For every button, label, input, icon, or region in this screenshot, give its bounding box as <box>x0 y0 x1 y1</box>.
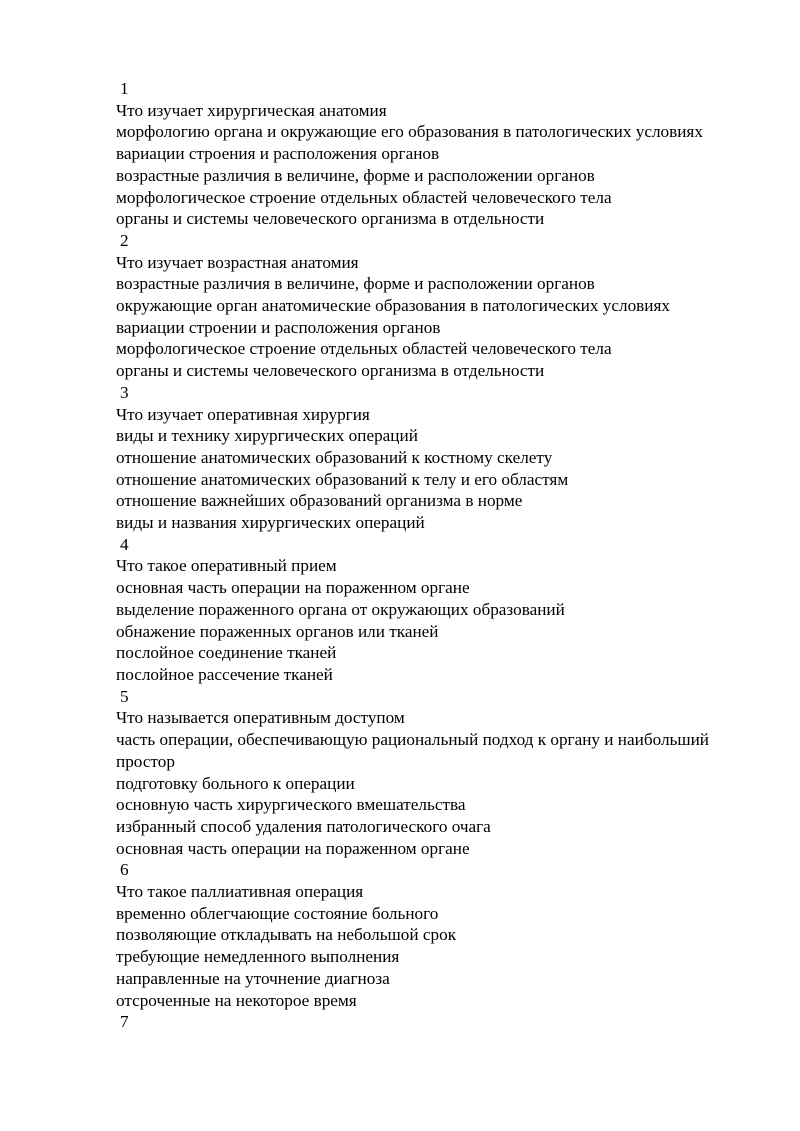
question-text: Что такое паллиативная операция <box>116 882 364 902</box>
question-number: 4 <box>120 534 129 554</box>
answer-option: морфологическое строение отдельных областей человеческого тела <box>116 339 612 359</box>
answer-option: отношение важнейших образований организма в норме <box>116 491 523 511</box>
answer-option: морфологическое строение отдельных областей человеческого тела <box>116 187 612 207</box>
question-text: Что изучает оперативная хирургия <box>116 404 370 424</box>
answer-option: виды и названия хирургических операций <box>116 513 425 533</box>
answer-option: отсроченные на некоторое время <box>116 990 357 1010</box>
answer-option: основная часть операции на пораженном органе <box>116 838 470 858</box>
answer-option: требующие немедленного выполнения <box>116 947 400 967</box>
answer-option: органы и системы человеческого организма в отдельности <box>116 209 545 229</box>
answer-option: основную часть хирургического вмешательства <box>116 795 466 815</box>
answer-option: позволяющие откладывать на небольшой срок <box>116 925 457 945</box>
answer-option: избранный способ удаления патологического очага <box>116 816 491 836</box>
question-block <box>116 1011 766 1033</box>
answer-option: отношение анатомических образований к костному скелету <box>116 447 553 467</box>
answer-option: послойное рассечение тканей <box>116 664 333 684</box>
answer-option: возрастные различия в величине, форме и расположении органов <box>116 165 595 185</box>
question-number: 5 <box>120 686 129 706</box>
question-number: 1 <box>120 79 129 98</box>
question-block <box>116 78 766 230</box>
answer-option: отношение анатомических образований к телу и его областям <box>116 469 569 489</box>
answer-option: обнажение пораженных органов или тканей <box>116 621 439 641</box>
answer-option: подготовку больного к операции <box>116 773 355 793</box>
question-number: 3 <box>120 382 129 402</box>
question-text: Что такое оперативный прием <box>116 556 337 576</box>
question-number: 6 <box>120 860 129 880</box>
answer-option: вариации строении и расположения органов <box>116 317 441 337</box>
answer-option: направленные на уточнение диагноза <box>116 968 390 988</box>
question-block <box>116 230 766 382</box>
question-block <box>116 382 766 534</box>
question-block <box>116 686 766 860</box>
answer-option: морфологию органа и окружающие его образования в патологических условиях <box>116 122 703 142</box>
answer-option: окружающие орган анатомические образования в патологических условиях <box>116 296 670 316</box>
question-block <box>116 534 766 686</box>
answer-option: послойное соединение тканей <box>116 643 337 663</box>
answer-option: временно облегчающие состояние больного <box>116 903 439 923</box>
question-text: Что изучает возрастная анатомия <box>116 252 359 272</box>
answer-option: часть операции, обеспечивающую рациональный подход к органу и наибольший простор <box>116 730 709 771</box>
question-text: Что называется оперативным доступом <box>116 708 405 728</box>
question-block <box>116 859 766 1011</box>
answer-option: органы и системы человеческого организма в отдельности <box>116 361 545 381</box>
question-number: 7 <box>120 1012 129 1032</box>
question-number: 2 <box>120 230 129 250</box>
answer-option: виды и технику хирургических операций <box>116 426 418 446</box>
answer-option: возрастные различия в величине, форме и расположении органов <box>116 274 595 294</box>
question-text: Что изучает хирургическая анатомия <box>116 100 387 120</box>
answer-option: вариации строения и расположения органов <box>116 144 440 164</box>
answer-option: выделение пораженного органа от окружающих образований <box>116 599 565 619</box>
document-page <box>116 78 766 1033</box>
answer-option: основная часть операции на пораженном органе <box>116 578 470 598</box>
